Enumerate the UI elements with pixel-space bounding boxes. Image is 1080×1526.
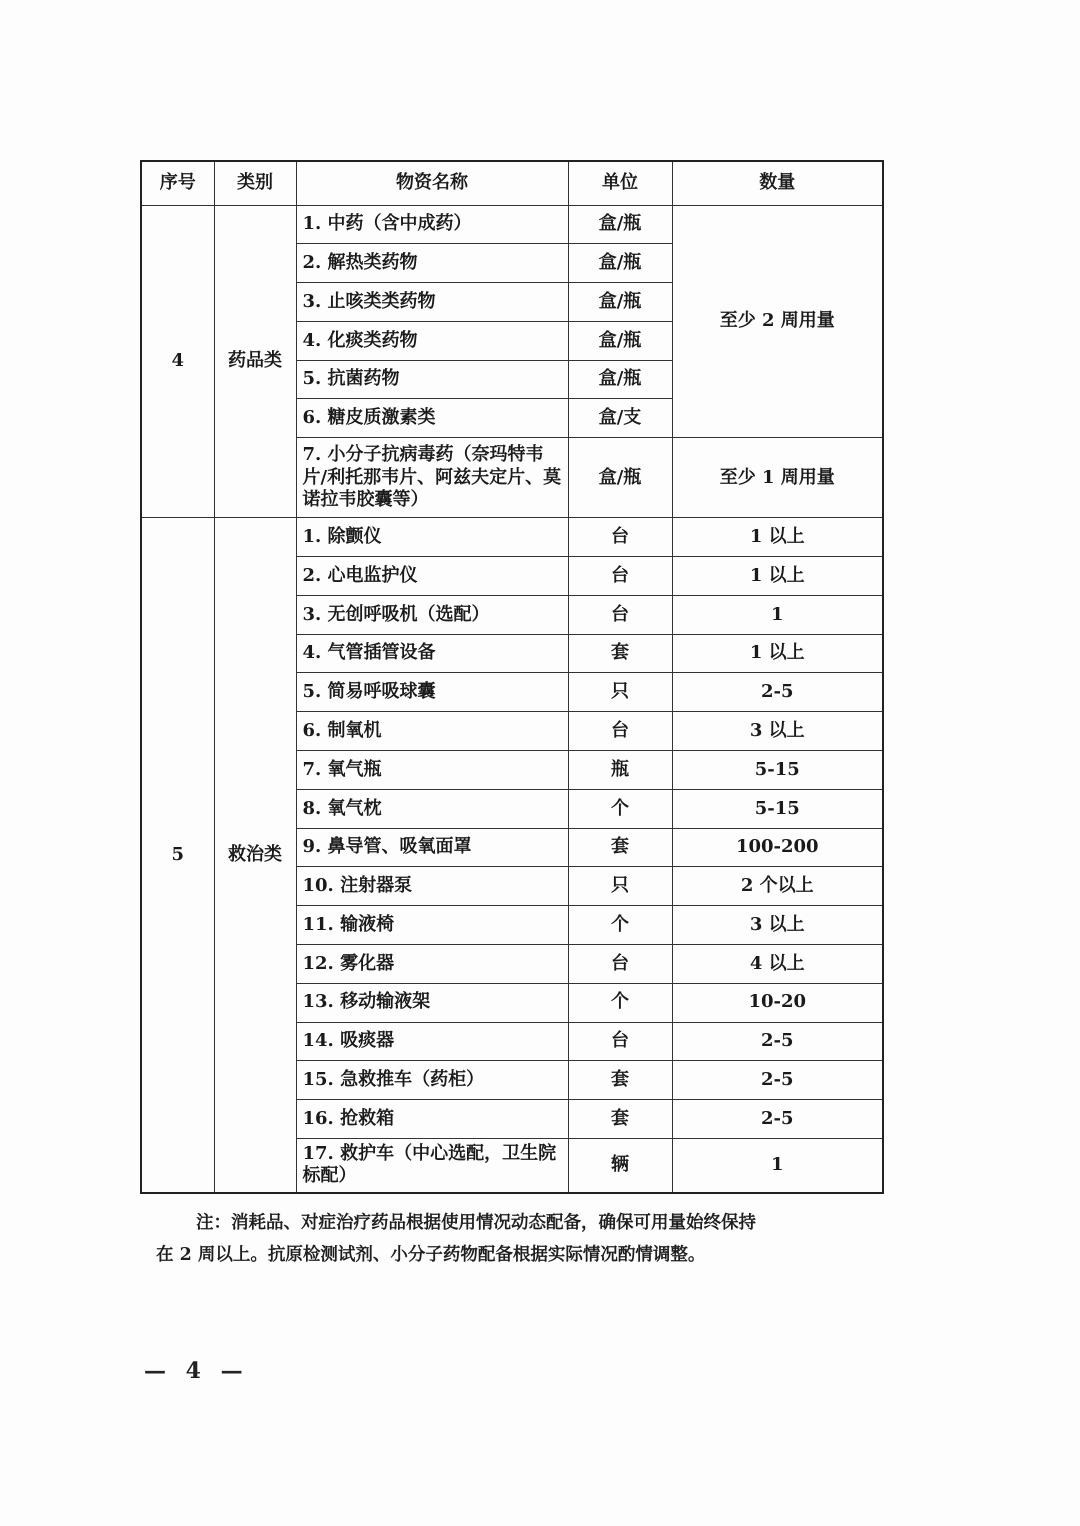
item-unit: 盒/瓶 (568, 321, 672, 360)
header-seq: 序号 (141, 161, 214, 205)
item-name: 5. 抗菌药物 (296, 360, 568, 399)
item-unit: 台 (568, 557, 672, 596)
item-name: 6. 糖皮质激素类 (296, 399, 568, 438)
item-quantity: 3 以上 (672, 906, 883, 945)
item-name: 1. 除颤仪 (296, 518, 568, 557)
item-unit: 个 (568, 983, 672, 1022)
item-unit: 只 (568, 867, 672, 906)
item-name: 2. 心电监护仪 (296, 557, 568, 596)
item-name: 6. 制氧机 (296, 712, 568, 751)
item-name: 12. 雾化器 (296, 945, 568, 984)
item-name: 3. 止咳类类药物 (296, 283, 568, 322)
header-unit: 单位 (568, 161, 672, 205)
item-name: 9. 鼻导管、吸氧面罩 (296, 828, 568, 867)
group5-category: 救治类 (214, 518, 296, 1193)
table-row (141, 205, 883, 244)
item-name: 16. 抢救箱 (296, 1100, 568, 1139)
item-unit: 只 (568, 673, 672, 712)
item-name: 10. 注射器泵 (296, 867, 568, 906)
item-unit: 台 (568, 712, 672, 751)
item-quantity: 3 以上 (672, 712, 883, 751)
item-quantity: 1 以上 (672, 557, 883, 596)
item-name: 11. 输液椅 (296, 906, 568, 945)
item-name: 15. 急救推车（药柜） (296, 1061, 568, 1100)
table-note (156, 1207, 856, 1271)
item-quantity: 2 个以上 (672, 867, 883, 906)
group4-category: 药品类 (214, 205, 296, 518)
item-name: 14. 吸痰器 (296, 1022, 568, 1061)
item-name: 17. 救护车（中心选配，卫生院标配） (296, 1139, 568, 1193)
table-header-row (141, 161, 883, 205)
item-quantity: 1 (672, 1139, 883, 1193)
item-unit: 套 (568, 1100, 672, 1139)
item-unit: 盒/瓶 (568, 438, 672, 518)
item-quantity: 5-15 (672, 751, 883, 790)
item-name: 7. 小分子抗病毒药（奈玛特韦片/利托那韦片、阿兹夫定片、莫诺拉韦胶囊等） (296, 438, 568, 518)
group4-quantity-last: 至少 1 周用量 (672, 438, 883, 518)
item-unit: 盒/瓶 (568, 360, 672, 399)
item-name: 4. 气管插管设备 (296, 634, 568, 673)
item-quantity: 2-5 (672, 1100, 883, 1139)
item-name: 5. 简易呼吸球囊 (296, 673, 568, 712)
item-quantity: 2-5 (672, 1061, 883, 1100)
group4-seq: 4 (141, 205, 214, 518)
supplies-table (140, 160, 884, 1194)
item-name: 4. 化痰类药物 (296, 321, 568, 360)
item-unit: 盒/瓶 (568, 205, 672, 244)
note-line-2: 在 2 周以上。抗原检测试剂、小分子药物配备根据实际情况酌情调整。 (156, 1245, 706, 1265)
item-name: 1. 中药（含中成药） (296, 205, 568, 244)
item-unit: 套 (568, 634, 672, 673)
item-unit: 台 (568, 595, 672, 634)
item-name: 7. 氧气瓶 (296, 751, 568, 790)
item-quantity: 1 (672, 595, 883, 634)
item-unit: 瓶 (568, 751, 672, 790)
item-name: 13. 移动输液架 (296, 983, 568, 1022)
item-quantity: 1 以上 (672, 518, 883, 557)
note-line-1: 注：消耗品、对症治疗药品根据使用情况动态配备，确保可用量始终保持 (196, 1213, 756, 1233)
item-quantity: 4 以上 (672, 945, 883, 984)
item-unit: 盒/瓶 (568, 244, 672, 283)
item-unit: 台 (568, 1022, 672, 1061)
table-row (141, 518, 883, 557)
item-name: 8. 氧气枕 (296, 789, 568, 828)
item-quantity: 100-200 (672, 828, 883, 867)
item-quantity: 1 以上 (672, 634, 883, 673)
item-unit: 个 (568, 789, 672, 828)
header-quantity: 数量 (672, 161, 883, 205)
item-unit: 台 (568, 945, 672, 984)
item-quantity: 2-5 (672, 1022, 883, 1061)
item-quantity: 2-5 (672, 673, 883, 712)
supplies-table-wrapper (140, 160, 882, 1194)
item-unit: 套 (568, 828, 672, 867)
header-category: 类别 (214, 161, 296, 205)
item-name: 3. 无创呼吸机（选配） (296, 595, 568, 634)
item-unit: 辆 (568, 1139, 672, 1193)
item-quantity: 5-15 (672, 789, 883, 828)
item-unit: 个 (568, 906, 672, 945)
item-unit: 套 (568, 1061, 672, 1100)
item-name: 2. 解热类药物 (296, 244, 568, 283)
page-number: — 4 — (144, 1358, 249, 1384)
item-unit: 盒/瓶 (568, 283, 672, 322)
group5-seq: 5 (141, 518, 214, 1193)
item-quantity: 10-20 (672, 983, 883, 1022)
group4-quantity-main: 至少 2 周用量 (672, 205, 883, 438)
item-unit: 盒/支 (568, 399, 672, 438)
item-unit: 台 (568, 518, 672, 557)
header-item-name: 物资名称 (296, 161, 568, 205)
